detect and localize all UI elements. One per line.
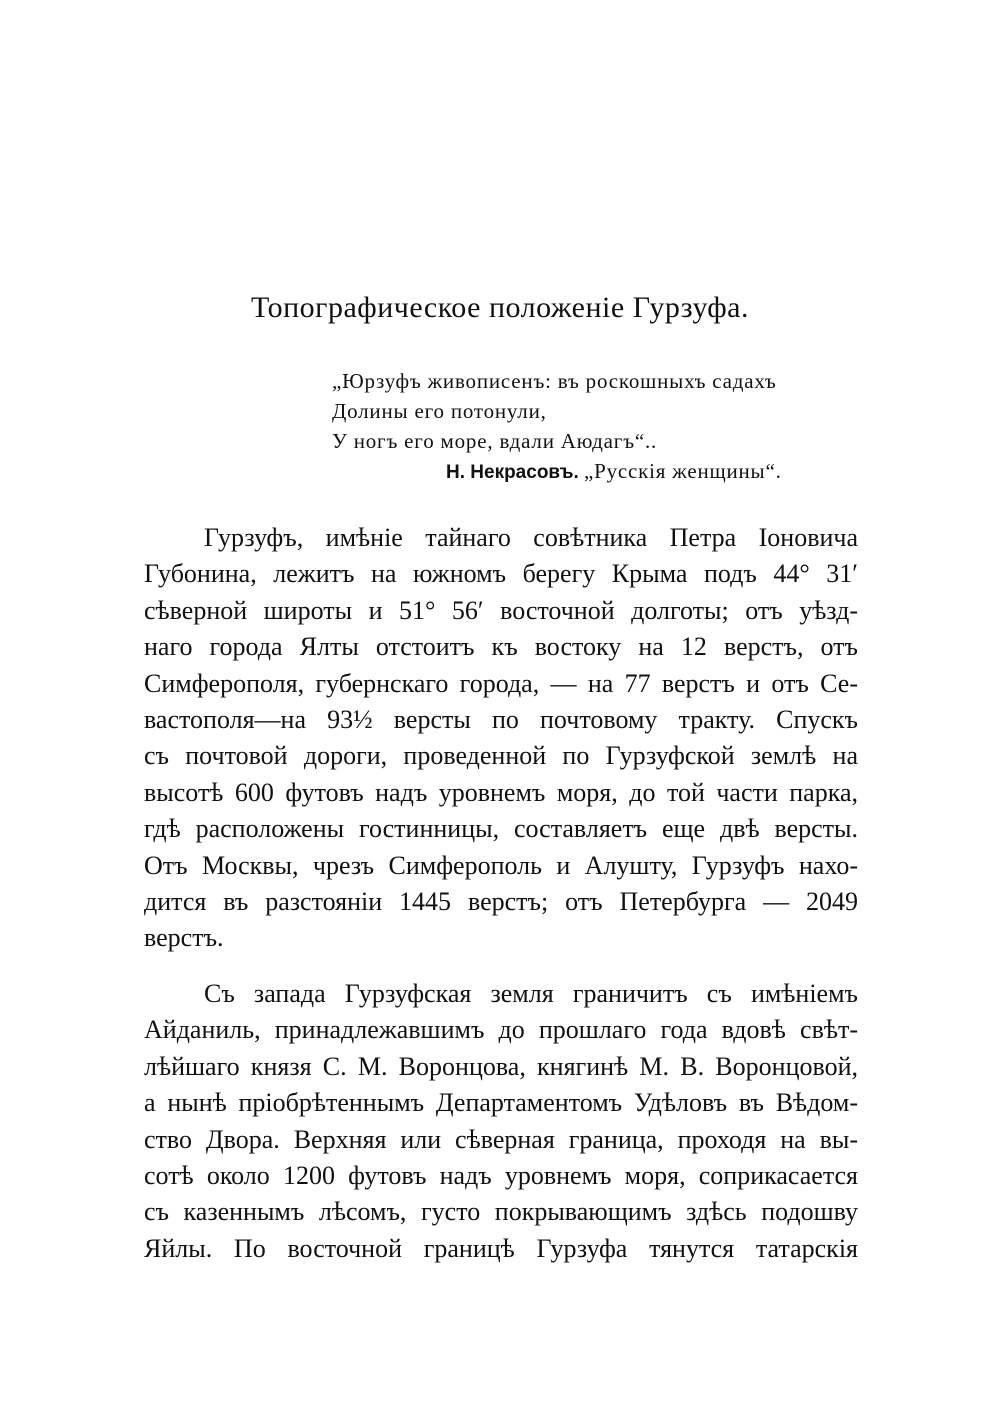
text-line: сотѣ около 1200 футовъ надъ уровнемъ моря, соприкасается [144,1160,858,1190]
text-line: гдѣ расположены гостинницы, составляетъ еще двѣ версты. [144,814,858,844]
text-line: Губонина, лежитъ на южномъ берегу Крыма подъ 44° 31′ [144,559,858,589]
text-line: а нынѣ пріобрѣтеннымъ Департаментомъ Удѣловъ въ Вѣдом- [144,1088,858,1118]
text-line: высотѣ 600 футовъ надъ уровнемъ моря, до той части парка, [144,777,858,807]
text-line: дится въ разстояніи 1445 верстъ; отъ Петербурга — 2049 [144,886,858,916]
text-line: съ казеннымъ лѣсомъ, густо покрывающимъ здѣсь подошву [144,1197,858,1227]
page-title: Топографическое положеніе Гурзуфа. [251,291,749,324]
text-line: съ почтовой дороги, проведенной по Гурзуфской землѣ на [144,741,858,771]
paragraph-2 [144,976,858,1267]
text-line: верстъ. [144,923,224,953]
epigraph-attribution [332,456,872,488]
paragraph-1 [144,520,858,957]
epigraph-work: „Русскія женщины“. [584,459,782,483]
text-line: лѣйшаго князя С. М. Воронцова, княгинѣ М. В. Воронцовой, [144,1051,858,1081]
text-line: Гурзуфъ, имѣніе тайнаго совѣтника Петра Іоновича [204,523,858,552]
text-line: Отъ Москвы, чрезъ Симферополь и Алушту, Гурзуфъ нахо- [144,850,858,880]
text-line: вастополя—на 93½ версты по почтовому тракту. Спускъ [144,704,858,734]
epigraph-line: Долины его потонули, [332,399,547,423]
text-line: наго города Ялты отстоитъ къ востоку на 12 верстъ, отъ [144,632,858,662]
text-line: ство Двора. Верхняя или сѣверная граница, проходя на вы- [144,1124,858,1154]
text-line: Съ запада Гурзуфская земля граничитъ съ имѣніемъ [204,979,858,1008]
epigraph [332,366,872,488]
text-line: Симферополя, губернскаго города, — на 77 верстъ и отъ Се- [144,668,858,698]
text-line: Яйлы. По восточной границѣ Гурзуфа тянутся татарскія [144,1233,858,1263]
text-line: Айданиль, принадлежавшимъ до прошлаго года вдовѣ свѣт- [144,1015,858,1045]
text-line: сѣверной широты и 51° 56′ восточной долготы; отъ уѣзд- [144,595,858,625]
epigraph-author: Н. Некрасовъ. [446,462,579,483]
epigraph-line: У ногъ его море, вдали Аюдагъ“.. [332,429,658,453]
epigraph-line: „Юрзуфъ живописенъ: въ роскошныхъ садахъ [332,369,777,393]
